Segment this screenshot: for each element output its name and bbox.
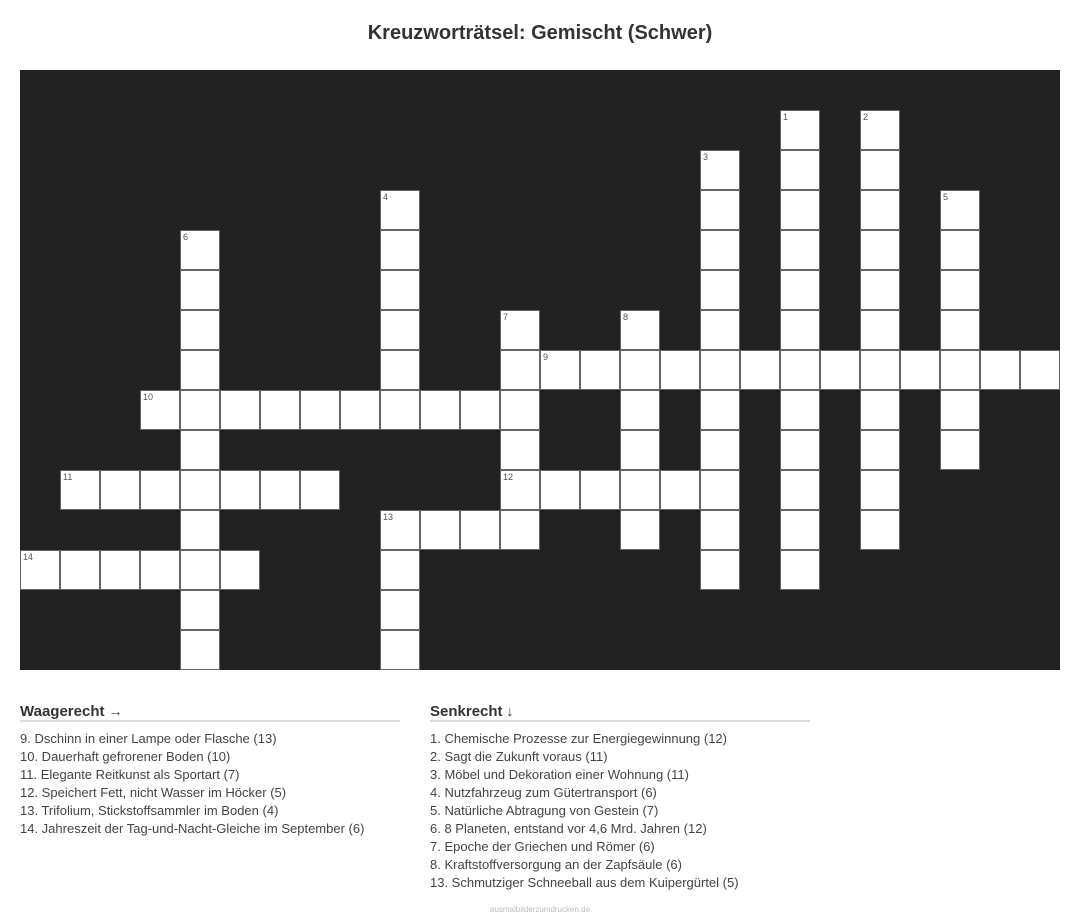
grid-cell[interactable]	[700, 150, 740, 190]
arrow-right-icon: →	[108, 703, 123, 719]
grid-cell[interactable]	[780, 350, 820, 390]
grid-cell[interactable]	[660, 470, 700, 510]
grid-cell[interactable]	[180, 430, 220, 470]
grid-cell[interactable]	[140, 470, 180, 510]
grid-cell[interactable]	[180, 270, 220, 310]
clue-number: 12	[503, 472, 514, 482]
grid-cell[interactable]	[540, 470, 580, 510]
grid-cell[interactable]	[860, 310, 900, 350]
grid-cell[interactable]	[620, 350, 660, 390]
grid-cell[interactable]	[860, 390, 900, 430]
grid-cell[interactable]	[380, 390, 420, 430]
footer-credit: ausmalbilderzumdrucken.de	[489, 905, 591, 914]
grid-cell[interactable]	[780, 230, 820, 270]
grid-cell[interactable]	[860, 430, 900, 470]
grid-cell[interactable]	[180, 350, 220, 390]
grid-cell[interactable]	[700, 510, 740, 550]
grid-cell[interactable]	[500, 510, 540, 550]
grid-cell[interactable]	[500, 350, 540, 390]
grid-cell[interactable]	[780, 470, 820, 510]
clue-number: 3	[703, 152, 709, 162]
grid-cell[interactable]	[300, 390, 340, 430]
grid-cell[interactable]	[420, 390, 460, 430]
grid-cell[interactable]	[940, 390, 980, 430]
grid-cell[interactable]	[380, 190, 420, 230]
grid-cell[interactable]	[300, 470, 340, 510]
grid-cell[interactable]	[140, 390, 180, 430]
grid-cell[interactable]	[100, 550, 140, 590]
clue-across-13[interactable]: 13. Trifolium, Stickstoffsammler im Boden (4)	[20, 803, 279, 818]
grid-cell[interactable]	[860, 510, 900, 550]
grid-cell[interactable]	[140, 550, 180, 590]
grid-cell[interactable]	[180, 390, 220, 430]
grid-cell[interactable]	[780, 510, 820, 550]
grid-cell[interactable]	[500, 310, 540, 350]
grid-cell[interactable]	[860, 270, 900, 310]
clue-number: 8	[623, 312, 629, 322]
clue-number: 10	[143, 392, 154, 402]
grid-cell[interactable]	[620, 470, 660, 510]
grid-cell[interactable]	[700, 310, 740, 350]
grid-cell[interactable]	[180, 470, 220, 510]
grid-cell[interactable]	[220, 470, 260, 510]
grid-cell[interactable]	[780, 190, 820, 230]
across-heading	[20, 702, 400, 722]
clue-number: 11	[63, 472, 73, 482]
crossword-grid	[20, 70, 1060, 670]
clue-down-7[interactable]: 7. Epoche der Griechen und Römer (6)	[430, 839, 655, 854]
grid-cell[interactable]	[820, 350, 860, 390]
grid-cell[interactable]	[180, 630, 220, 670]
grid-cell[interactable]	[380, 630, 420, 670]
grid-cell[interactable]	[780, 310, 820, 350]
grid-cell[interactable]	[460, 510, 500, 550]
grid-cell[interactable]	[700, 230, 740, 270]
grid-cell[interactable]	[700, 190, 740, 230]
grid-cell[interactable]	[700, 390, 740, 430]
grid-cell[interactable]	[980, 350, 1020, 390]
arrow-down-icon: ↓	[506, 703, 514, 719]
clue-number: 4	[383, 192, 389, 202]
clue-down-5[interactable]: 5. Natürliche Abtragung von Gestein (7)	[430, 803, 659, 818]
grid-cell[interactable]	[500, 390, 540, 430]
clue-down-6[interactable]: 6. 8 Planeten, entstand vor 4,6 Mrd. Jahren (12)	[430, 821, 707, 836]
grid-cell[interactable]	[180, 310, 220, 350]
down-heading-label: Senkrecht	[430, 703, 503, 720]
clue-number: 2	[863, 112, 869, 122]
grid-cell[interactable]	[860, 350, 900, 390]
clue-across-9[interactable]: 9. Dschinn in einer Lampe oder Flasche (13)	[20, 731, 277, 746]
grid-cell[interactable]	[580, 470, 620, 510]
grid-cell[interactable]	[940, 190, 980, 230]
grid-cell[interactable]	[60, 550, 100, 590]
grid-cell[interactable]	[700, 350, 740, 390]
grid-cell[interactable]	[380, 230, 420, 270]
clue-number: 9	[543, 352, 549, 362]
grid-cell[interactable]	[340, 390, 380, 430]
grid-cell[interactable]	[180, 230, 220, 270]
clue-across-12[interactable]: 12. Speichert Fett, nicht Wasser im Höcker (5)	[20, 785, 287, 800]
grid-cell[interactable]	[940, 270, 980, 310]
grid-cell[interactable]	[220, 390, 260, 430]
clue-number: 13	[383, 512, 394, 522]
grid-cell[interactable]	[380, 270, 420, 310]
across-clues	[20, 702, 400, 838]
grid-cell[interactable]	[380, 590, 420, 630]
grid-cell[interactable]	[940, 430, 980, 470]
grid-cell[interactable]	[940, 230, 980, 270]
clue-down-8[interactable]: 8. Kraftstoffversorgung an der Zapfsäule (6)	[430, 857, 682, 872]
clue-down-2[interactable]: 2. Sagt die Zukunft voraus (11)	[430, 749, 608, 764]
down-heading	[430, 702, 810, 722]
clue-number: 7	[503, 312, 509, 322]
grid-cell[interactable]	[780, 270, 820, 310]
grid-cell[interactable]	[620, 390, 660, 430]
grid-cell[interactable]	[860, 190, 900, 230]
grid-cell[interactable]	[60, 470, 100, 510]
grid-cell[interactable]	[860, 470, 900, 510]
grid-cell[interactable]	[620, 510, 660, 550]
grid-cell[interactable]	[860, 230, 900, 270]
grid-cell[interactable]	[1020, 350, 1060, 390]
grid-cell[interactable]	[860, 110, 900, 150]
grid-cell[interactable]	[700, 470, 740, 510]
grid-cell[interactable]	[260, 390, 300, 430]
grid-cell[interactable]	[180, 550, 220, 590]
grid-cell[interactable]	[620, 310, 660, 350]
grid-cell[interactable]	[780, 110, 820, 150]
clue-down-4[interactable]: 4. Nutzfahrzeug zum Gütertransport (6)	[430, 785, 657, 800]
clue-number: 5	[943, 192, 949, 202]
across-heading-label: Waagerecht	[20, 703, 105, 720]
across-clue-list	[20, 730, 400, 838]
grid-cell[interactable]	[180, 590, 220, 630]
grid-cell[interactable]	[380, 310, 420, 350]
grid-cell[interactable]	[740, 350, 780, 390]
grid-cell[interactable]	[540, 350, 580, 390]
clue-down-13[interactable]: 13. Schmutziger Schneeball aus dem Kuipergürtel (5)	[430, 875, 739, 890]
down-clue-list	[430, 730, 810, 892]
grid-cell[interactable]	[580, 350, 620, 390]
grid-cell[interactable]	[700, 270, 740, 310]
clue-number: 1	[783, 112, 789, 122]
clue-across-14[interactable]: 14. Jahreszeit der Tag-und-Nacht-Gleiche im September (6)	[20, 821, 365, 836]
grid-cell[interactable]	[380, 550, 420, 590]
grid-cell[interactable]	[460, 390, 500, 430]
clue-across-10[interactable]: 10. Dauerhaft gefrorener Boden (10)	[20, 749, 231, 764]
page-title: Kreuzworträtsel: Gemischt (Schwer)	[367, 22, 713, 44]
grid-cell[interactable]	[220, 550, 260, 590]
grid-cell[interactable]	[420, 510, 460, 550]
clue-down-3[interactable]: 3. Möbel und Dekoration einer Wohnung (11)	[430, 767, 689, 782]
grid-cell[interactable]	[700, 430, 740, 470]
grid-cell[interactable]	[940, 350, 980, 390]
clue-number: 6	[183, 232, 189, 242]
grid-cell[interactable]	[780, 390, 820, 430]
clue-number: 14	[23, 552, 34, 562]
grid-cell[interactable]	[780, 430, 820, 470]
grid-cell[interactable]	[180, 510, 220, 550]
grid-cell[interactable]	[860, 150, 900, 190]
grid-cell[interactable]	[380, 350, 420, 390]
grid-cell[interactable]	[660, 350, 700, 390]
grid-cell[interactable]	[20, 550, 60, 590]
clue-across-11[interactable]: 11. Elegante Reitkunst als Sportart (7)	[20, 767, 240, 782]
grid-cell[interactable]	[780, 150, 820, 190]
grid-cell[interactable]	[100, 470, 140, 510]
grid-cell[interactable]	[380, 510, 420, 550]
grid-cell[interactable]	[940, 310, 980, 350]
grid-cell[interactable]	[900, 350, 940, 390]
down-clues	[430, 702, 810, 892]
clue-down-1[interactable]: 1. Chemische Prozesse zur Energiegewinnung (12)	[430, 731, 727, 746]
grid-cell[interactable]	[620, 430, 660, 470]
grid-cell[interactable]	[500, 470, 540, 510]
grid-cell[interactable]	[700, 550, 740, 590]
grid-cell[interactable]	[780, 550, 820, 590]
grid-cell[interactable]	[260, 470, 300, 510]
grid-cell[interactable]	[500, 430, 540, 470]
